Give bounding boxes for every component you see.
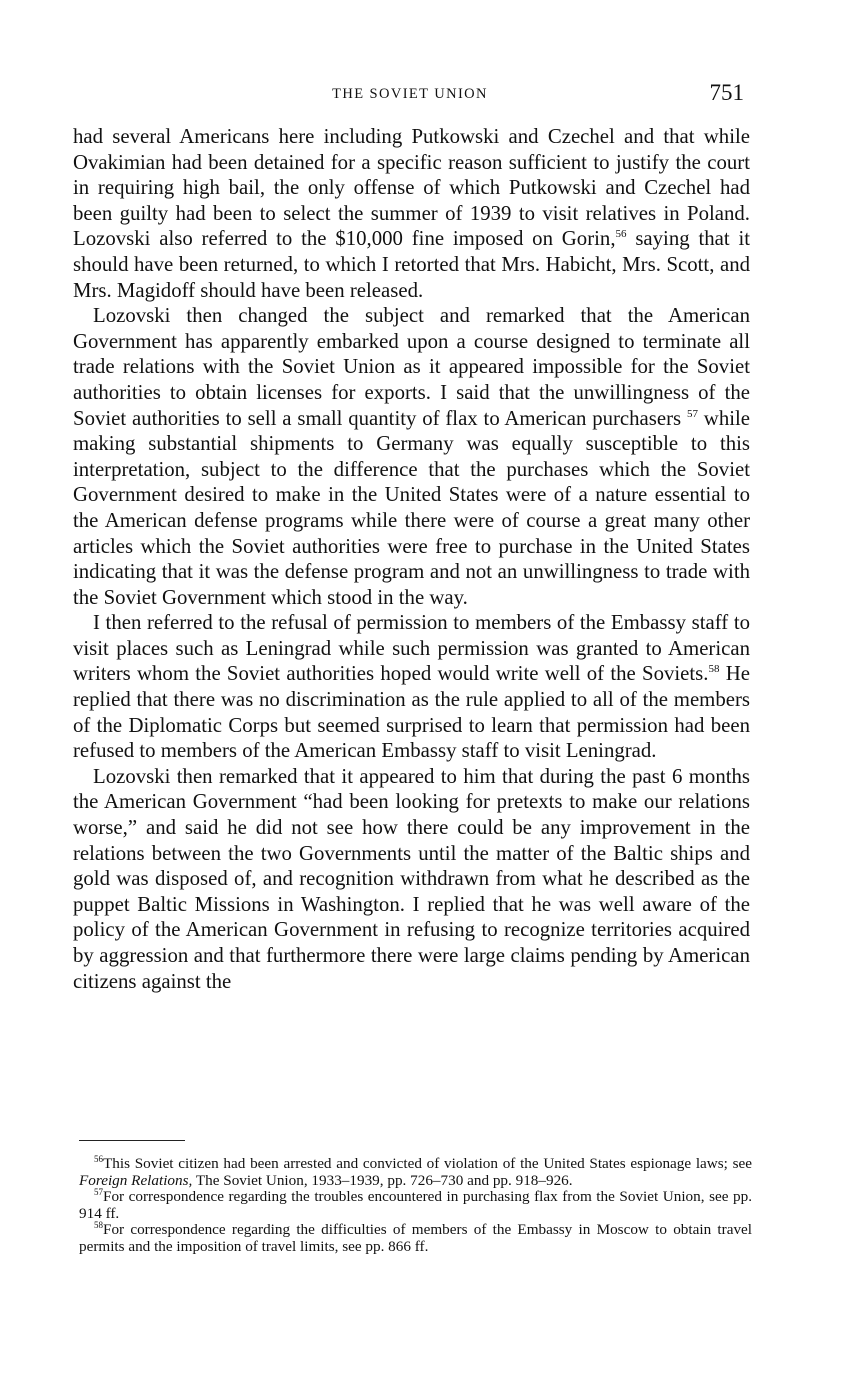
paragraph-4: Lozovski then remarked that it appeared to him that during the past 6 months the American Government “had been looking for pretexts to make our relations worse,” and said he did not see how there could be any improvement in the relations between the two Governments until the matter of the Baltic ships and gold was disposed of, and recognition withdrawn from what he described as the puppet Baltic Missions in Washington. I replied that he was well aware of the policy of the American Government in refusing to recognize territories acquired by aggression and that furthermore there were large claims pending by American citizens against the [73,764,750,993]
footnote-58-number: 58 [94,1220,103,1231]
running-title: THE SOVIET UNION [332,86,488,102]
footnote-divider [79,1140,185,1141]
running-head [76,80,744,108]
paragraph-1-text-a: had several Americans here including Putkowski and Czechel and that while Ovakimian had been detained for a specific reason sufficient to justify the court in requiring high bail, the only offense of which Putkowski and Czechel had been guilty had been to select the summer of 1939 to visit relatives in Poland. Lozovski also referred to the $10,000 fine imposed on Gorin, [73,125,750,251]
footnote-58-text: For correspondence regarding the difficulties of members of the Embassy in Moscow to obtain travel permits and the imposition of travel limits, see pp. 866 ff. [79,1221,752,1255]
footnote-ref-56: 56 [615,228,627,241]
paragraph-3 [73,610,750,764]
footnote-ref-57: 57 [686,407,698,420]
paragraph-2-text-b: while making substantial shipments to Germany was equally susceptible to this interpretation, subject to the difference that the purchases which the Soviet Government desired to make in the United States were of a nature essential to the American defense programs while there were of course a great many other articles which the Soviet authorities were free to purchase in the United States indicating that it was the defense program and not an unwillingness to trade with the Soviet Government which stood in the way. [73,406,750,609]
footnote-56-text-b: The Soviet Union, 1933–1939, pp. 726–730 and pp. 918–926. [192,1171,573,1189]
page-number: 751 [709,80,744,105]
footnote-ref-58: 58 [708,663,720,676]
footnote-57-text: For correspondence regarding the troubles encountered in purchasing flax from the Soviet Union, see pp. 914 ff. [79,1188,752,1222]
footnote-56-text-a: This Soviet citizen had been arrested and convicted of violation of the United States espionage laws; see [103,1155,752,1172]
footnote-58 [79,1222,752,1255]
footnotes [79,1153,752,1256]
paragraph-3-text-b: He replied that there was no discrimination as the rule applied to all of the members of the Diplomatic Corps but seemed surprised to learn that permission had been refused to members of the American Embassy staff to visit Leningrad. [73,662,750,763]
footnote-56 [79,1153,752,1189]
paragraph-2 [73,303,750,610]
paragraph-3-text-a: I then referred to the refusal of permission to members of the Embassy staff to visit places such as Leningrad while such permission was granted to American writers whom the Soviet authorities hoped would write well of the Soviets. [73,611,750,686]
footnote-57 [79,1189,752,1222]
footnote-57-number: 57 [94,1187,103,1198]
footnote-56-italic: Foreign Relations, [79,1171,193,1189]
paragraph-1-text-b: saying that it should have been returned, to which I retorted that Mrs. Habicht, Mrs. Scott, and Mrs. Magidoff should have been released. [73,227,750,302]
footnote-56-number: 56 [94,1153,103,1164]
paragraph-1 [73,124,750,303]
body-text [73,124,750,994]
paragraph-2-text-a: Lozovski then changed the subject and remarked that the American Government has apparently embarked upon a course designed to terminate all trade relations with the Soviet Union as it appeared impossible for the Soviet authorities to obtain licenses for exports. I said that the unwillingness of the Soviet authorities to sell a small quantity of flax to American purchasers [73,304,750,430]
